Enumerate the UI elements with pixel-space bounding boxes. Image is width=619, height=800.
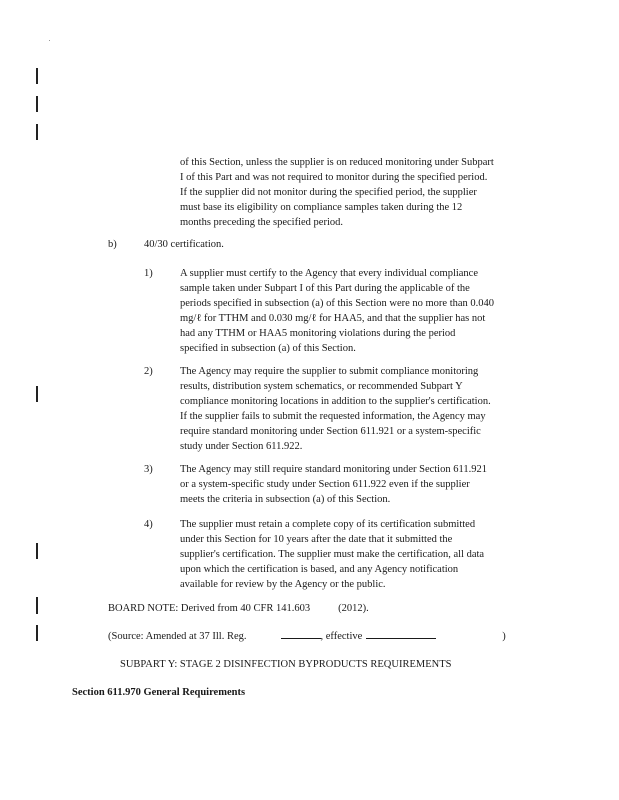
item-line: available for review by the Agency or the public. — [180, 579, 386, 590]
item-line: results, distribution system schematics, or recommended Subpart Y — [180, 381, 463, 392]
subsection-label: b) — [108, 239, 117, 250]
item-number: 2) — [144, 366, 153, 377]
intro-line: If the supplier did not monitor during the specified period, the supplier — [180, 187, 477, 198]
board-note — [108, 601, 369, 616]
intro-line: must base its eligibility on compliance samples taken during the 12 — [180, 202, 463, 213]
item-number: 4) — [144, 519, 153, 530]
source-effective: , effective — [320, 631, 363, 642]
item-line: The Agency may require the supplier to submit compliance monitoring — [180, 366, 479, 377]
item-line: compliance monitoring locations in addition to the supplier's certification. — [180, 396, 491, 407]
item-line: meets the criteria in subsection (a) of this Section. — [180, 494, 391, 505]
item-line: upon which the certification is based, and any Agency notification — [180, 564, 459, 575]
subpart-heading: SUBPART Y: STAGE 2 DISINFECTION BYPRODUCTS REQUIREMENTS — [120, 659, 452, 670]
item-line: periods specified in subsection (a) of this Section were no more than 0.040 — [180, 298, 495, 309]
revision-bar — [36, 386, 38, 402]
intro-line: I of this Part and was not required to monitor during the specified period. — [180, 172, 488, 183]
register-blank — [281, 638, 321, 639]
source-close: ) — [502, 631, 506, 642]
item-line: require standard monitoring under Section 611.921 or a system-specific — [180, 426, 481, 437]
board-note-year: (2012). — [338, 603, 369, 614]
revision-bar — [36, 124, 38, 140]
item-line: mg/ℓ for TTHM and 0.030 mg/ℓ for HAA5, and that the supplier has not — [180, 313, 486, 324]
item-line: The Agency may still require standard monitoring under Section 611.921 — [180, 464, 487, 475]
source-note — [108, 629, 506, 644]
item-line: The supplier must retain a complete copy of its certification submitted — [180, 519, 476, 530]
source-prefix: (Source: Amended at 37 Ill. Reg. — [108, 631, 247, 642]
item-line: study under Section 611.922. — [180, 441, 303, 452]
item-line: specified in subsection (a) of this Section. — [180, 343, 356, 354]
item-line: A supplier must certify to the Agency that every individual compliance — [180, 268, 479, 279]
item-line: If the supplier fails to submit the requested information, the Agency may — [180, 411, 486, 422]
scan-speck — [49, 40, 50, 41]
intro-line: of this Section, unless the supplier is on reduced monitoring under Subpart — [180, 157, 494, 168]
revision-bar — [36, 625, 38, 641]
revision-bar — [36, 543, 38, 559]
item-number: 1) — [144, 268, 153, 279]
intro-line: months preceding the specified period. — [180, 217, 343, 228]
revision-bar — [36, 597, 38, 614]
item-line: sample taken under Subpart I of this Part during the applicable of the — [180, 283, 470, 294]
item-line: had any TTHM or HAA5 monitoring violations during the period — [180, 328, 456, 339]
item-line: under this Section for 10 years after the date that it submitted the — [180, 534, 453, 545]
board-note-text: BOARD NOTE: Derived from 40 CFR 141.603 — [108, 603, 311, 614]
revision-bar — [36, 68, 38, 84]
item-number: 3) — [144, 464, 153, 475]
section-heading: Section 611.970 General Requirements — [72, 687, 246, 698]
revision-bar — [36, 96, 38, 112]
item-line: supplier's certification. The supplier must make the certification, all data — [180, 549, 485, 560]
subsection-title: 40/30 certification. — [144, 239, 224, 250]
effective-date-blank — [366, 638, 436, 639]
item-line: or a system-specific study under Section 611.922 even if the supplier — [180, 479, 470, 490]
